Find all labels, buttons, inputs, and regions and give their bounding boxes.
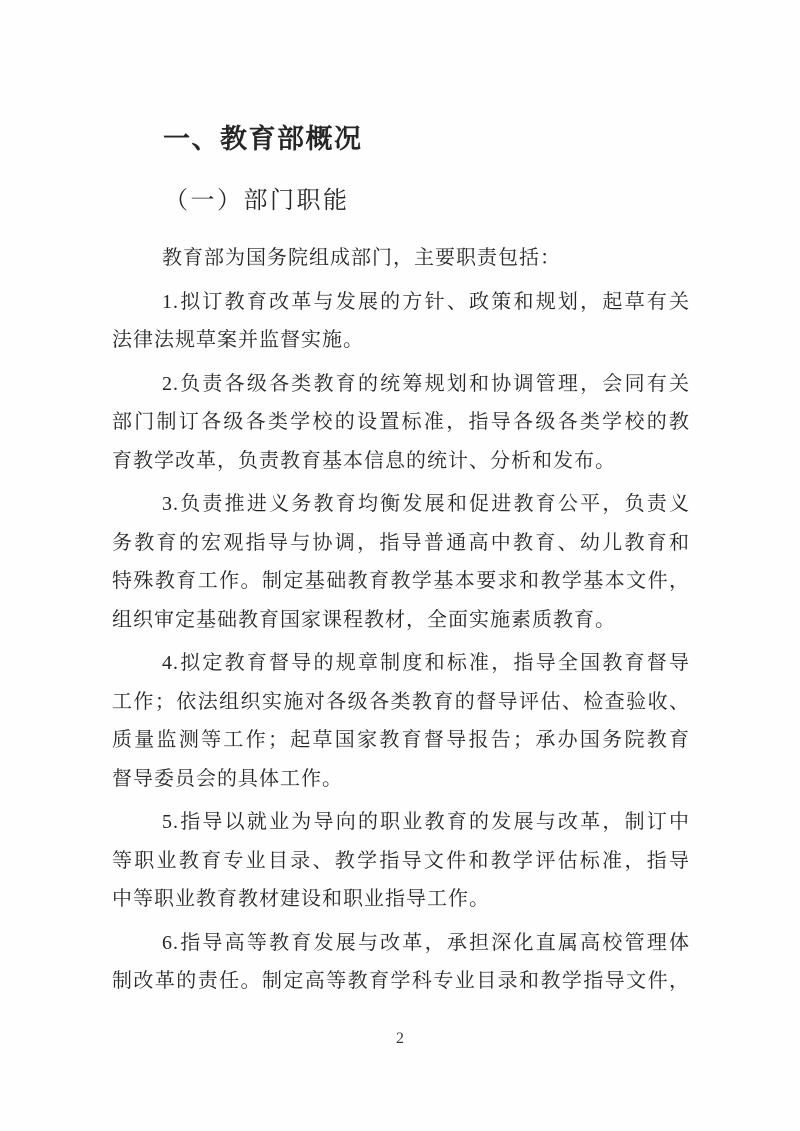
text-line: 法律法规草案并监督实施。 — [112, 329, 364, 351]
text-line: 2.负责各级各类教育的统筹规划和协调管理，会同有关 — [162, 372, 690, 395]
text-line: 工作；依法组织实施对各级各类教育的督导评估、检查验收、 — [112, 690, 690, 713]
text-line: 务教育的宏观指导与协调，指导普通高中教育、幼儿教育和 — [112, 531, 690, 554]
text-line: 5.指导以就业为导向的职业教育的发展与改革，制订中 — [162, 811, 690, 833]
text-line: 1.拟订教育改革与发展的方针、政策和规划，起草有关 — [162, 290, 690, 313]
paragraph-item-5 — [112, 803, 690, 919]
text-line: 组织审定基础教育国家课程教材，全面实施素质教育。 — [112, 608, 616, 631]
section-heading: 一、教育部概况 — [163, 124, 363, 154]
paragraph-intro — [112, 239, 690, 278]
text-line: 中等职业教育教材建设和职业指导工作。 — [112, 888, 490, 910]
text-line: 等职业教育专业目录、教学指导文件和教学评估标准，指导 — [112, 849, 690, 872]
subsection-heading: （一）部门职能 — [164, 188, 350, 214]
text-line: 4.拟定教育督导的规章制度和标准，指导全国教育督导 — [162, 652, 690, 674]
page-number: 2 — [396, 1030, 404, 1047]
text-line: 制改革的责任。制定高等教育学科专业目录和教学指导文件， — [112, 970, 690, 992]
text-line: 部门制订各级各类学校的设置标准，指导各级各类学校的教 — [112, 411, 690, 433]
paragraph-item-1 — [112, 283, 690, 360]
document-body — [112, 239, 690, 1001]
text-line: 特殊教育工作。制定基础教育教学基本要求和教学基本文件， — [112, 570, 690, 592]
paragraph-item-2 — [112, 365, 690, 481]
text-line: 督导委员会的具体工作。 — [112, 767, 343, 790]
paragraph-item-4 — [112, 644, 690, 798]
text-line: 6.指导高等教育发展与改革，承担深化直属高校管理体 — [162, 931, 690, 954]
paragraph-item-3 — [112, 485, 690, 639]
paragraph-item-6 — [112, 924, 690, 1001]
text-line: 质量监测等工作；起草国家教育督导报告；承办国务院教育 — [112, 729, 690, 751]
text-line: 育教学改革，负责教育基本信息的统计、分析和发布。 — [112, 449, 616, 472]
text-line: 教育部为国务院组成部门，主要职责包括： — [162, 247, 561, 269]
text-line: 3.负责推进义务教育均衡发展和促进教育公平，负责义 — [162, 493, 690, 515]
